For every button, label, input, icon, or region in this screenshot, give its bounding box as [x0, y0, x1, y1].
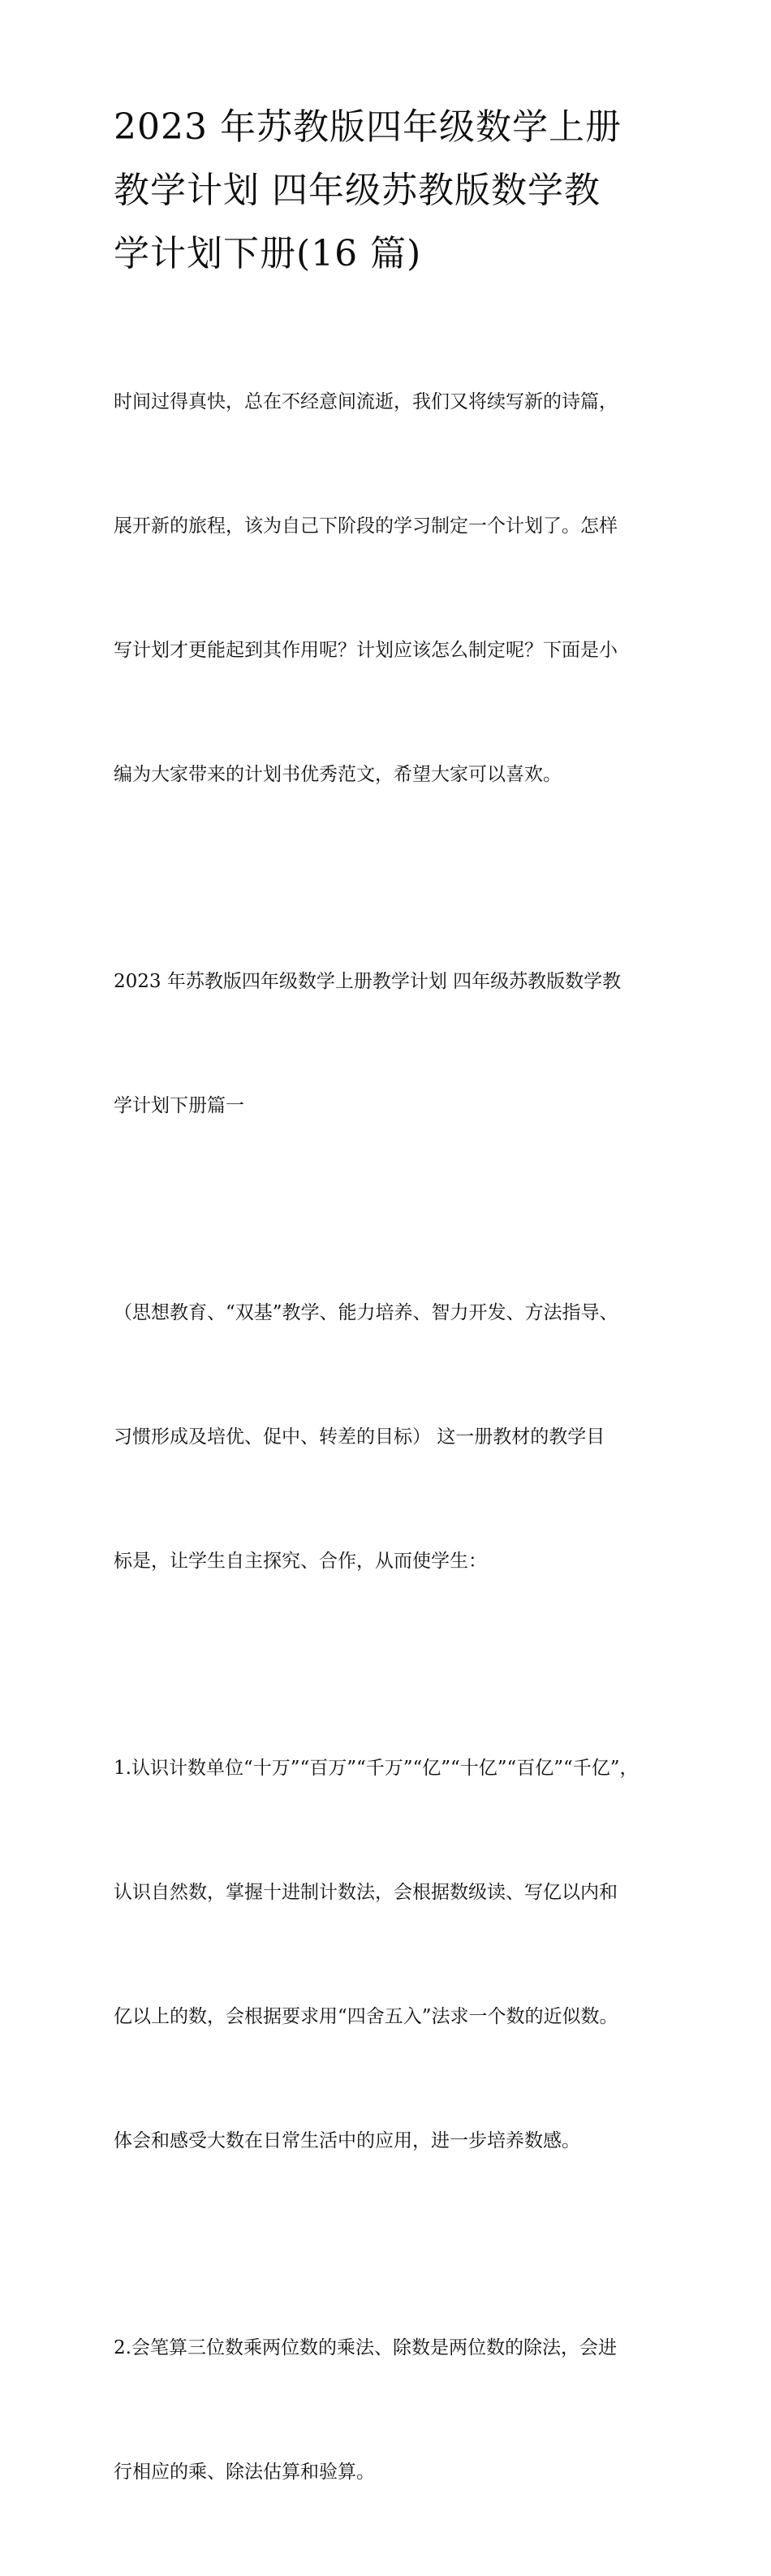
- title-line: 学计划下册(16 篇): [114, 233, 422, 274]
- goal-item-1: [114, 1665, 661, 2245]
- title-line: 2023 年苏教版四年级数学上册: [114, 106, 622, 148]
- document-page: [114, 96, 661, 2576]
- text-line: 编为大家带来的计划书优秀范文，希望大家可以喜欢。: [114, 764, 562, 785]
- text-line: 标是，让学生自主探究、合作，从而使学生：: [114, 1551, 487, 1572]
- text-line: 学计划下册篇一: [114, 1095, 244, 1116]
- text-line: 习惯形成及培优、促中、转差的目标） 这一册教材的教学目: [114, 1426, 605, 1448]
- text-line: 1.认识计数单位“十万”“百万”“千万”“亿”“十亿”“百亿”“千亿”，: [114, 1758, 639, 1779]
- text-line: 2023 年苏教版四年级数学上册教学计划 四年级苏教版数学教: [114, 971, 622, 992]
- text-line: 写计划才更能起到其作用呢？计划应该怎么制定呢？下面是小: [114, 640, 618, 661]
- text-line: 认识自然数，掌握十进制计数法，会根据数级读、写亿以内和: [114, 1882, 618, 1903]
- document-title: [114, 96, 661, 286]
- text-line: 2.会笔算三位数乘两位数的乘法、除数是两位数的除法，会进: [114, 2337, 617, 2358]
- title-line: 教学计划 四年级苏教版数学教: [114, 170, 601, 211]
- text-line: 体会和感受大数在日常生活中的应用，进一步培养数感。: [114, 2130, 580, 2151]
- section-heading: [114, 878, 661, 1210]
- intro-paragraph: [114, 299, 661, 878]
- text-line: 展开新的旅程，该为自己下阶段的学习制定一个计划了。怎样: [114, 516, 618, 537]
- text-line: （思想教育、“双基”教学、能力培养、智力开发、方法指导、: [114, 1302, 618, 1323]
- text-line: 亿以上的数，会根据要求用“四舍五入”法求一个数的近似数。: [114, 2006, 618, 2027]
- text-line: 时间过得真快，总在不经意间流逝，我们又将续写新的诗篇，: [114, 391, 618, 412]
- goals-paragraph: [114, 1210, 661, 1665]
- text-line: 行相应的乘、除法估算和验算。: [114, 2462, 375, 2483]
- goal-item-2: [114, 2245, 661, 2576]
